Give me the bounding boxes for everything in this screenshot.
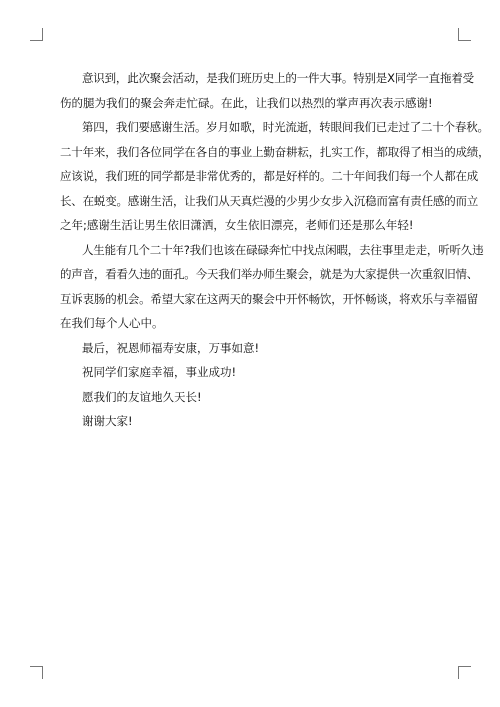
document-body xyxy=(60,66,490,434)
text-line: 最后，祝恩师福寿安康，万事如意! xyxy=(82,340,260,355)
text-line: 伤的腿为我们的聚会奔走忙碌。在此，让我们以热烈的掌声再次表示感谢! xyxy=(60,95,433,110)
text-line: 应该说，我们班的同学都是非常优秀的，都是好样的。二十年间我们每一个人都在成 xyxy=(60,169,479,183)
text-line: 的声音，看看久违的面孔。今天我们举办师生聚会，就是为大家提供一次重叙旧情、 xyxy=(60,267,479,281)
text-line: 人生能有几个二十年?我们也该在碌碌奔忙中找点闲暇，去往事里走走，听听久违 xyxy=(82,242,484,257)
text-line: 二十年来，我们各位同学在各自的事业上勤奋耕耘，扎实工作，都取得了相当的成绩， xyxy=(60,144,490,159)
crop-mark-top-left xyxy=(30,28,43,41)
text-line: 之年;感谢生活让男生依旧潇洒，女生依旧漂亮，老师们还是那么年轻! xyxy=(60,218,414,232)
crop-mark-bottom-left xyxy=(30,666,43,679)
text-line: 谢谢大家! xyxy=(82,414,133,428)
text-line: 在我们每个人心中。 xyxy=(60,316,164,330)
crop-mark-top-right xyxy=(458,28,471,41)
text-line: 意识到，此次聚会活动，是我们班历史上的一件大事。特别是X同学一直拖着受 xyxy=(82,71,474,85)
text-line: 祝同学们家庭幸福，事业成功! xyxy=(82,365,237,379)
text-line: 长、在蜕变。感谢生活，让我们从天真烂漫的少男少女步入沉稳而富有责任感的而立 xyxy=(60,193,479,208)
crop-mark-bottom-right xyxy=(458,666,471,679)
text-line: 第四，我们要感谢生活。岁月如歌，时光流逝，转眼间我们已走过了二十个春秋。 xyxy=(82,120,489,134)
text-line: 互诉衷肠的机会。希望大家在这两天的聚会中开怀畅饮，开怀畅谈，将欢乐与幸福留 xyxy=(60,291,479,306)
text-line: 愿我们的友谊地久天长! xyxy=(82,389,202,404)
